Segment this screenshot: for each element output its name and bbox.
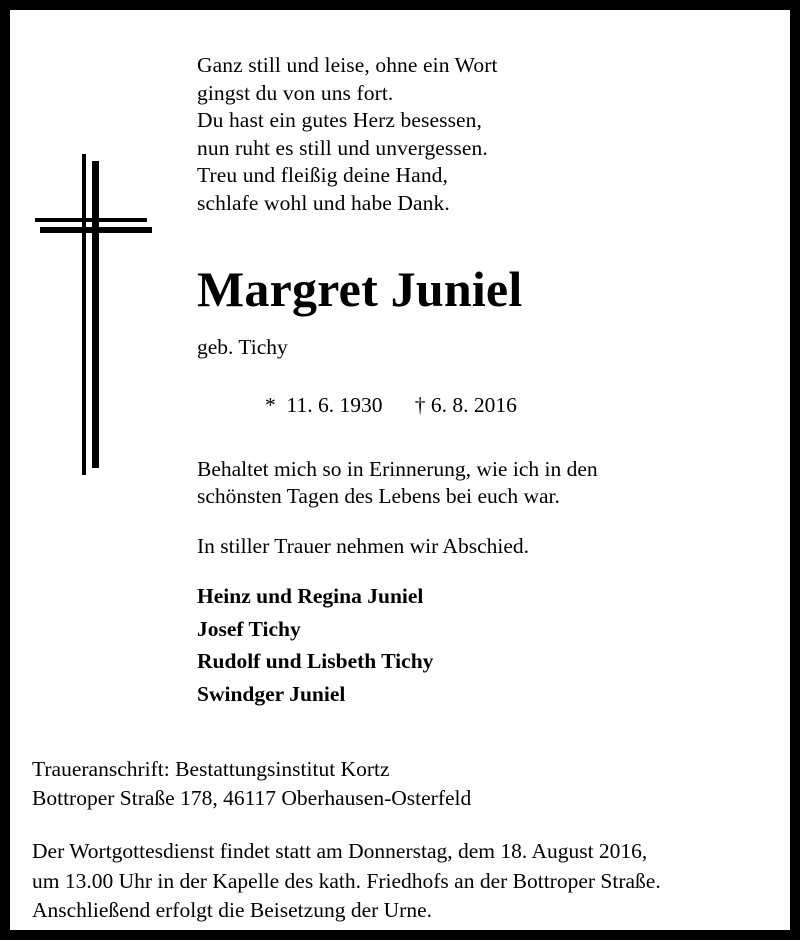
- address-line: Traueranschrift: Bestattungsinstitut Kortz: [32, 757, 390, 781]
- poem-line: nun ruht es still und unvergessen.: [197, 135, 488, 160]
- service-line: um 13.00 Uhr in der Kapelle des kath. Friedhofs an der Bottroper Straße.: [32, 868, 661, 893]
- poem-line: gingst du von uns fort.: [197, 80, 394, 105]
- poem-line: Treu und fleißig deine Hand,: [197, 163, 449, 187]
- mourner-name: Josef Tichy: [197, 616, 301, 641]
- service-line: Anschließend erfolgt die Beisetzung der Urne.: [32, 898, 433, 922]
- condolence-address: [32, 755, 772, 813]
- mourners-list: [197, 580, 777, 710]
- poem-line: schlafe wohl und habe Dank.: [197, 190, 450, 215]
- cross-svg: [24, 140, 164, 480]
- remembrance-line: schönsten Tagen des Lebens bei euch war.: [197, 484, 560, 508]
- poem-line: Du hast ein gutes Herz besessen,: [197, 108, 483, 132]
- funeral-service-details: [32, 837, 784, 926]
- life-dates: * 11. 6. 1930 † 6. 8. 2016: [265, 392, 517, 417]
- maiden-name: geb. Tichy: [197, 334, 288, 359]
- remembrance-line: Behaltet mich so in Erinnerung, wie ich in den: [197, 456, 598, 481]
- remembrance-text: [197, 456, 777, 511]
- service-line: Der Wortgottesdienst findet statt am Donnerstag, dem 18. August 2016,: [32, 839, 648, 863]
- mourner-name: Rudolf und Lisbeth Tichy: [197, 649, 434, 673]
- mourning-statement: In stiller Trauer nehmen wir Abschied.: [197, 533, 530, 558]
- memorial-poem: [197, 52, 777, 217]
- main-text-column: [197, 52, 777, 710]
- deceased-name: Margret Juniel: [197, 261, 523, 317]
- mourner-name: Heinz und Regina Juniel: [197, 584, 424, 608]
- mourner-name: Swindger Juniel: [197, 681, 346, 706]
- poem-line: Ganz still und leise, ohne ein Wort: [197, 53, 498, 77]
- address-line: Bottroper Straße 178, 46117 Oberhausen-Osterfeld: [32, 786, 472, 810]
- christian-cross-icon: [24, 140, 164, 480]
